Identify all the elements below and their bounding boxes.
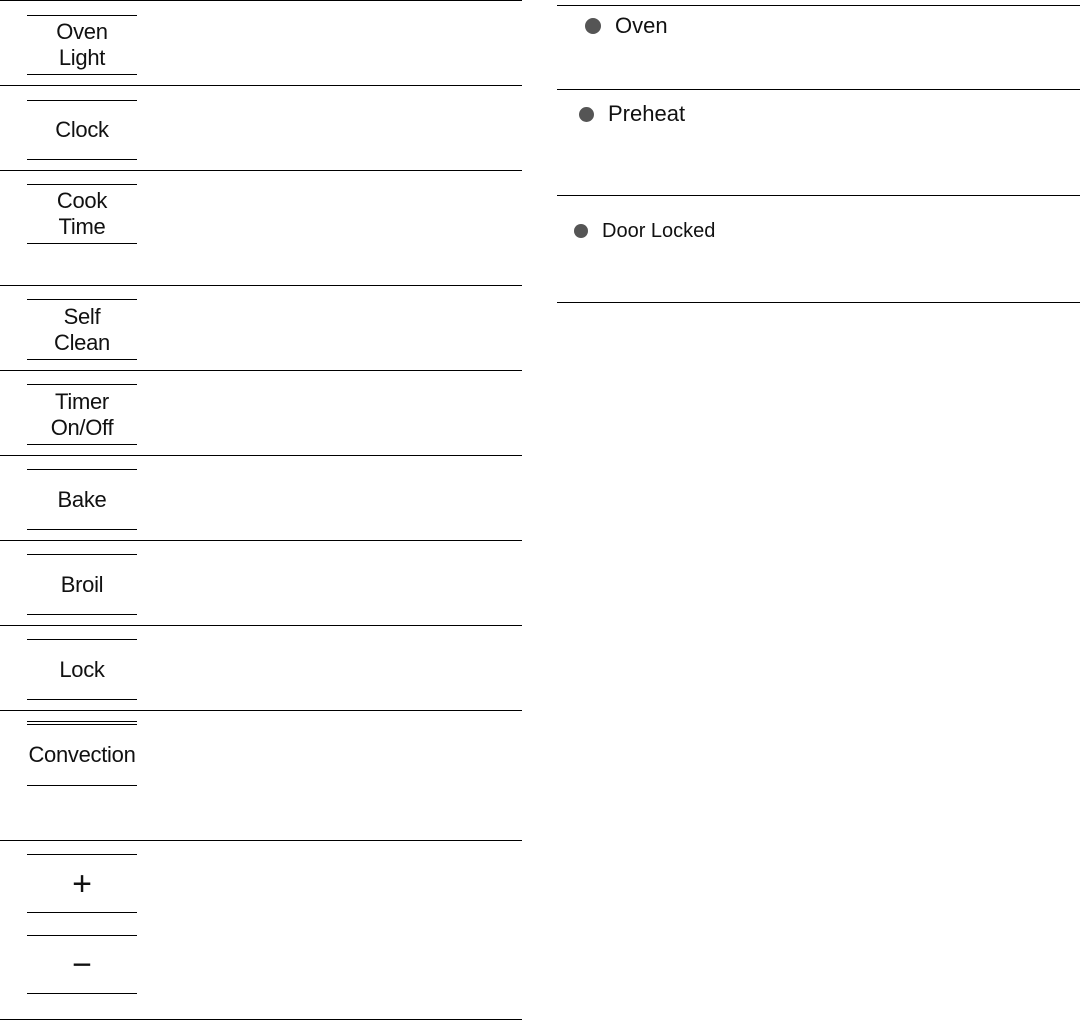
self-clean-button[interactable] bbox=[27, 299, 137, 360]
broil-label: Broil bbox=[60, 571, 104, 597]
convection-button[interactable] bbox=[27, 721, 137, 786]
minus-icon: − bbox=[72, 945, 92, 984]
bake-button[interactable] bbox=[27, 469, 137, 530]
keypad-row-cook-time bbox=[0, 170, 522, 286]
indicator-row-preheat bbox=[557, 89, 1080, 196]
bake-label: Bake bbox=[57, 486, 107, 512]
keypad-row-oven-light bbox=[0, 0, 522, 86]
indicator-row-oven bbox=[557, 5, 1080, 90]
oven-light-button[interactable] bbox=[27, 15, 137, 75]
broil-button[interactable] bbox=[27, 554, 137, 615]
keypad-row-convection bbox=[0, 710, 522, 841]
keypad-row-lock bbox=[0, 625, 522, 711]
indicator-dot-icon bbox=[585, 18, 601, 34]
timer-on-off-label: Timer On/Off bbox=[50, 388, 114, 440]
timer-on-off-button[interactable] bbox=[27, 384, 137, 445]
keypad-row-broil bbox=[0, 540, 522, 626]
plus-button[interactable] bbox=[27, 854, 137, 913]
plus-icon: + bbox=[72, 864, 92, 903]
convection-label: Convection bbox=[28, 742, 136, 767]
oven-indicator-label: Oven bbox=[615, 13, 668, 38]
preheat-indicator bbox=[579, 101, 685, 127]
keypad-row-bake bbox=[0, 455, 522, 541]
keypad-row-timer bbox=[0, 370, 522, 456]
indicator-row-door-locked bbox=[557, 195, 1080, 303]
door-locked-indicator-label: Door Locked bbox=[602, 220, 716, 242]
keypad-row-plus-minus bbox=[0, 840, 522, 1020]
cook-time-button[interactable] bbox=[27, 184, 137, 244]
lock-label: Lock bbox=[59, 656, 105, 682]
clock-button[interactable] bbox=[27, 100, 137, 160]
minus-button[interactable] bbox=[27, 935, 137, 994]
oven-light-label: Oven Light bbox=[56, 19, 108, 70]
preheat-indicator-label: Preheat bbox=[608, 101, 686, 126]
oven-indicator bbox=[585, 13, 668, 39]
keypad-row-clock bbox=[0, 85, 522, 171]
clock-label: Clock bbox=[55, 117, 109, 142]
indicator-dot-icon bbox=[574, 224, 588, 238]
cook-time-label: Cook Time bbox=[56, 188, 108, 239]
lock-button[interactable] bbox=[27, 639, 137, 700]
keypad-row-self-clean bbox=[0, 285, 522, 371]
door-locked-indicator bbox=[574, 218, 715, 244]
self-clean-label: Self Clean bbox=[54, 303, 110, 355]
indicator-dot-icon bbox=[579, 107, 594, 122]
